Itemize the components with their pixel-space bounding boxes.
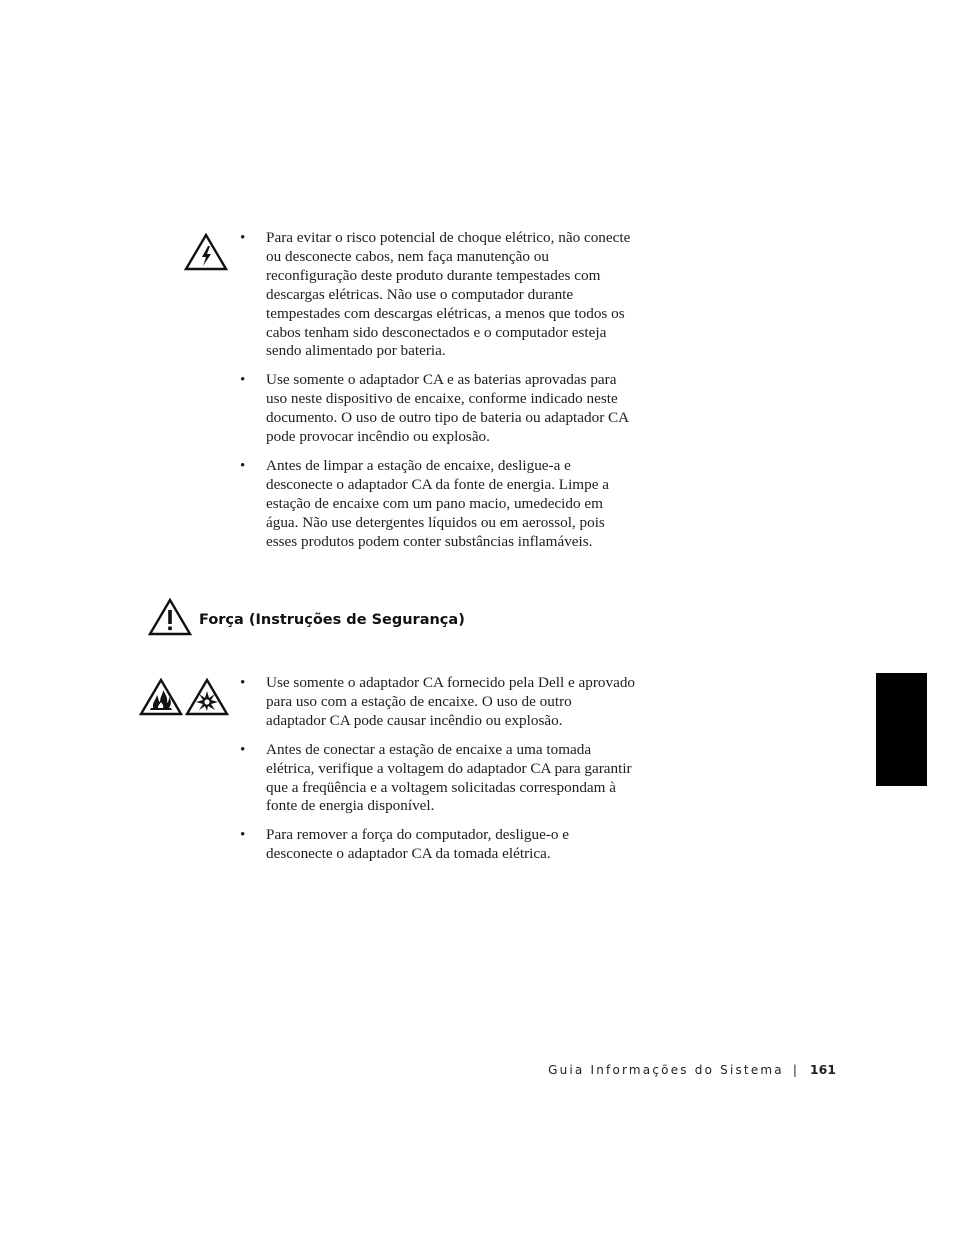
bullet-glyph: •	[240, 674, 246, 691]
list-item	[240, 229, 635, 361]
bullet-glyph: •	[240, 371, 246, 389]
footer-separator: |	[792, 1063, 797, 1077]
bullet-text: Use somente o adaptador CA e as baterias aprovadas para uso neste dispositivo de encaixe, conforme indicado neste documento. O uso de outro tipo de bateria ou adaptador CA pode provocar incêndio ou explosão.	[266, 371, 629, 446]
caution-exclamation-icon	[148, 598, 192, 636]
bullet-glyph: •	[240, 456, 246, 474]
bullet-glyph: •	[240, 229, 246, 246]
footer-title: Guia Informações do Sistema	[548, 1063, 784, 1077]
list-item	[240, 457, 635, 552]
list-item	[240, 674, 635, 731]
bullet-text: Para evitar o risco potencial de choque elétrico, não conecte ou desconecte cabos, nem faça manutenção ou reconfiguração deste produto durante tempestades com descargas elétricas. Não use o computador durante tempestades com descargas elétricas, a menos que todos os cabos tenham sido desconectados e o computador esteja sendo alimentado por bateria.	[266, 229, 631, 360]
electrical-shock-warning-icon	[184, 233, 228, 271]
chapter-thumb-tab	[876, 673, 927, 786]
page-number: 161	[809, 1062, 836, 1077]
bullet-glyph: •	[240, 826, 246, 844]
fire-hazard-icon	[139, 678, 183, 716]
list-item	[240, 826, 635, 864]
explosion-hazard-icon	[185, 678, 229, 716]
list-item	[240, 371, 635, 447]
power-safety-list	[240, 674, 635, 874]
electrical-safety-list	[240, 229, 635, 562]
bullet-text: Use somente o adaptador CA fornecido pela Dell e aprovado para uso com a estação de encaixe. O uso de outro adaptador CA pode causar incêndio ou explosão.	[266, 674, 636, 729]
bullet-text: Para remover a força do computador, desligue-o e desconecte o adaptador CA da tomada elétrica.	[266, 826, 570, 863]
list-item	[240, 741, 635, 817]
bullet-text: Antes de limpar a estação de encaixe, desligue-a e desconecte o adaptador CA da fonte de energia. Limpe a estação de encaixe com um pano macio, umedecido em água. Não use detergentes líquidos ou em aerossol, pois esses produtos podem conter substâncias inflamáveis.	[266, 456, 609, 550]
page-footer	[548, 1061, 836, 1079]
bullet-text: Antes de conectar a estação de encaixe a uma tomada elétrica, verifique a voltagem do adaptador CA para garantir que a freqüência e a voltagem solicitadas correspondam à fonte de energia disponível.	[266, 740, 632, 815]
section-heading: Força (Instruções de Segurança)	[199, 612, 465, 628]
bullet-glyph: •	[240, 740, 246, 758]
